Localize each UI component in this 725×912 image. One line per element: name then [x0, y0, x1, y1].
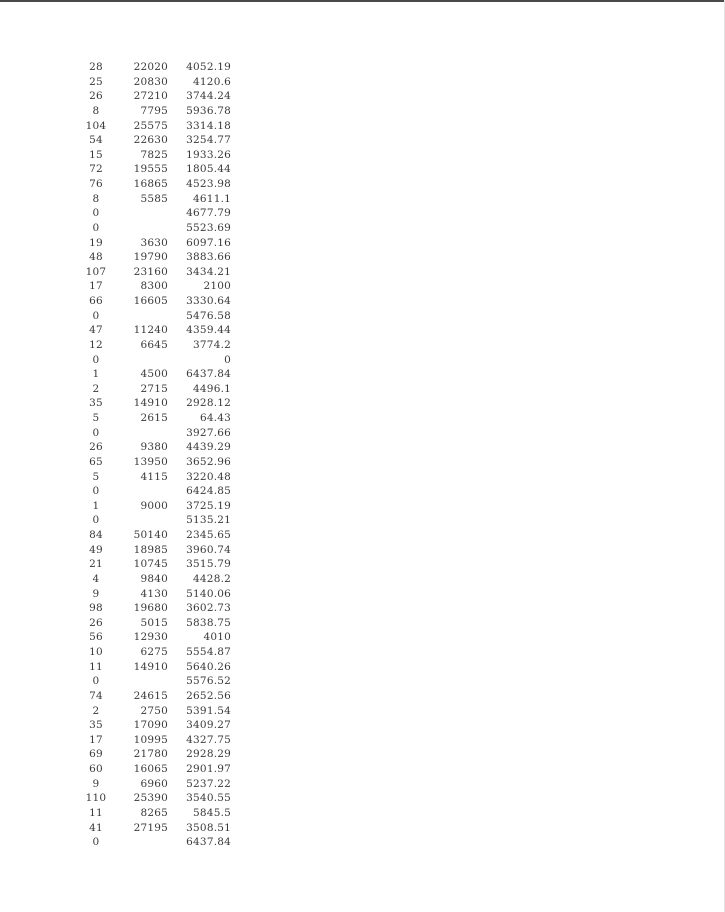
- table-row: [80, 528, 231, 543]
- count-cell: 26: [89, 441, 103, 454]
- value-cell: 2100: [203, 280, 231, 293]
- value-cell: 3774.2: [193, 338, 231, 351]
- count-cell: 104: [85, 119, 107, 132]
- count-cell: 0: [92, 221, 100, 234]
- value-cell: 4611.1: [193, 192, 231, 205]
- count-cell: 0: [92, 675, 100, 688]
- amount-cell: 17090: [133, 719, 168, 732]
- amount-cell: 3630: [140, 236, 168, 249]
- value-cell: 4428.2: [193, 572, 231, 585]
- amount-cell: 7795: [140, 104, 168, 117]
- value-cell: 3725.19: [186, 499, 231, 512]
- value-cell: 3927.66: [186, 426, 231, 439]
- count-cell: 66: [89, 295, 103, 307]
- amount-cell: 16605: [133, 295, 168, 307]
- value-cell: 5523.69: [186, 221, 231, 234]
- amount-cell: 22020: [133, 61, 168, 73]
- amount-cell: 23160: [133, 265, 168, 278]
- count-cell: 74: [89, 689, 103, 702]
- count-cell: 28: [89, 61, 103, 73]
- table-row: [80, 806, 231, 821]
- count-cell: 84: [89, 529, 103, 541]
- amount-cell: [112, 484, 168, 499]
- table-row: [80, 133, 231, 148]
- table-row: [80, 250, 231, 265]
- data-table: [80, 60, 231, 850]
- amount-cell: [112, 426, 168, 441]
- amount-cell: 10995: [133, 733, 168, 746]
- count-cell: 41: [89, 821, 103, 834]
- amount-cell: 14910: [133, 397, 168, 410]
- value-cell: 2652.56: [186, 689, 231, 702]
- count-cell: 11: [89, 806, 103, 819]
- value-cell: 4523.98: [186, 178, 231, 190]
- value-cell: 5476.58: [186, 309, 231, 322]
- value-cell: 3330.64: [186, 295, 231, 307]
- count-cell: 98: [89, 602, 103, 615]
- value-cell: 0: [224, 353, 231, 366]
- table-row: [80, 309, 231, 324]
- table-row: [80, 440, 231, 455]
- amount-cell: 16065: [133, 763, 168, 775]
- table-row: [80, 75, 231, 90]
- table-row: [80, 674, 231, 689]
- amount-cell: 2715: [140, 382, 168, 395]
- table-row: [80, 396, 231, 411]
- table-row: [80, 426, 231, 441]
- table-row: [80, 162, 231, 177]
- count-cell: 10: [89, 646, 103, 658]
- value-cell: 3409.27: [186, 719, 231, 732]
- table-row: [80, 265, 231, 280]
- amount-cell: 16865: [133, 178, 168, 190]
- count-cell: 76: [89, 178, 103, 190]
- value-cell: 3508.51: [186, 821, 231, 834]
- table-row: [80, 236, 231, 251]
- amount-cell: 12930: [133, 631, 168, 644]
- amount-cell: 27210: [133, 90, 168, 103]
- value-cell: 4327.75: [186, 733, 231, 746]
- amount-cell: 19790: [133, 251, 168, 264]
- table-row: [80, 572, 231, 587]
- value-cell: 3314.18: [186, 119, 231, 132]
- amount-cell: 20830: [133, 75, 168, 88]
- count-cell: 4: [92, 572, 100, 585]
- value-cell: 2928.12: [186, 397, 231, 410]
- amount-cell: 9840: [140, 572, 168, 585]
- amount-cell: 21780: [133, 748, 168, 761]
- amount-cell: [112, 221, 168, 236]
- table-row: [80, 601, 231, 616]
- count-cell: 8: [92, 192, 100, 205]
- count-cell: 56: [89, 631, 103, 644]
- table-row: [80, 177, 231, 192]
- table-row: [80, 104, 231, 119]
- value-cell: 5135.21: [186, 514, 231, 527]
- value-cell: 64.43: [199, 412, 231, 424]
- table-row: [80, 645, 231, 660]
- table-row: [80, 791, 231, 806]
- amount-cell: 25575: [133, 119, 168, 132]
- value-cell: 3540.55: [186, 792, 231, 805]
- count-cell: 2: [92, 704, 100, 717]
- amount-cell: 9380: [140, 441, 168, 454]
- value-cell: 3744.24: [186, 90, 231, 103]
- count-cell: 8: [92, 104, 100, 117]
- table-row: [80, 367, 231, 382]
- amount-cell: 2615: [140, 412, 168, 424]
- amount-cell: 7825: [140, 148, 168, 161]
- table-row: [80, 60, 231, 75]
- amount-cell: 13950: [133, 455, 168, 468]
- amount-cell: 9000: [140, 499, 168, 512]
- amount-cell: 50140: [133, 529, 168, 541]
- value-cell: 3883.66: [186, 251, 231, 264]
- value-cell: 2928.29: [186, 748, 231, 761]
- value-cell: 5640.26: [186, 660, 231, 673]
- amount-cell: 4500: [140, 368, 168, 381]
- count-cell: 65: [89, 455, 103, 468]
- value-cell: 5554.87: [186, 646, 231, 658]
- table-row: [80, 119, 231, 134]
- table-row: [80, 279, 231, 294]
- value-cell: 4120.6: [193, 75, 231, 88]
- top-border: [0, 0, 725, 2]
- value-cell: 4010: [203, 631, 231, 644]
- count-cell: 0: [92, 485, 100, 498]
- count-cell: 54: [89, 134, 103, 147]
- amount-cell: 14910: [133, 660, 168, 673]
- count-cell: 72: [89, 163, 103, 176]
- table-row: [80, 411, 231, 426]
- amount-cell: 4115: [140, 470, 168, 483]
- count-cell: 35: [89, 719, 103, 732]
- table-body: [80, 60, 231, 850]
- count-cell: 48: [89, 251, 103, 264]
- amount-cell: 8300: [140, 280, 168, 293]
- amount-cell: 5015: [140, 616, 168, 629]
- count-cell: 35: [89, 397, 103, 410]
- value-cell: 3220.48: [186, 470, 231, 483]
- amount-cell: [112, 206, 168, 221]
- amount-cell: 10745: [133, 558, 168, 571]
- value-cell: 4677.79: [186, 207, 231, 220]
- table-row: [80, 762, 231, 777]
- count-cell: 2: [92, 382, 100, 395]
- table-row: [80, 704, 231, 719]
- count-cell: 17: [89, 733, 103, 746]
- amount-cell: 19555: [133, 163, 168, 176]
- amount-cell: 6960: [140, 777, 168, 790]
- amount-cell: 6645: [140, 338, 168, 351]
- value-cell: 5391.54: [186, 704, 231, 717]
- count-cell: 11: [89, 660, 103, 673]
- table-row: [80, 718, 231, 733]
- count-cell: 21: [89, 558, 103, 571]
- value-cell: 3434.21: [186, 265, 231, 278]
- table-row: [80, 587, 231, 602]
- table-row: [80, 557, 231, 572]
- amount-cell: 18985: [133, 543, 168, 556]
- count-cell: 19: [89, 236, 103, 249]
- amount-cell: [112, 309, 168, 324]
- count-cell: 0: [92, 207, 100, 220]
- table-row: [80, 221, 231, 236]
- amount-cell: [112, 513, 168, 528]
- count-cell: 0: [92, 426, 100, 439]
- table-row: [80, 689, 231, 704]
- count-cell: 26: [89, 90, 103, 103]
- amount-cell: [112, 835, 168, 850]
- table-row: [80, 382, 231, 397]
- value-cell: 5140.06: [186, 587, 231, 600]
- value-cell: 5576.52: [186, 675, 231, 688]
- count-cell: 0: [92, 514, 100, 527]
- amount-cell: 19680: [133, 602, 168, 615]
- value-cell: 6097.16: [186, 236, 231, 249]
- amount-cell: 27195: [133, 821, 168, 834]
- count-cell: 25: [89, 75, 103, 88]
- value-cell: 4439.29: [186, 441, 231, 454]
- value-cell: 1805.44: [186, 163, 231, 176]
- count-cell: 107: [85, 265, 107, 278]
- amount-cell: 11240: [133, 324, 168, 337]
- count-cell: 49: [89, 543, 103, 556]
- value-cell: 6437.84: [186, 368, 231, 381]
- count-cell: 60: [89, 763, 103, 775]
- count-cell: 5: [92, 470, 100, 483]
- table-row: [80, 338, 231, 353]
- amount-cell: [112, 353, 168, 368]
- table-row: [80, 455, 231, 470]
- value-cell: 2345.65: [186, 529, 231, 541]
- count-cell: 110: [85, 792, 107, 805]
- table-row: [80, 148, 231, 163]
- amount-cell: 6275: [140, 646, 168, 658]
- table-row: [80, 747, 231, 762]
- count-cell: 9: [92, 777, 100, 790]
- count-cell: 47: [89, 324, 103, 337]
- count-cell: 69: [89, 748, 103, 761]
- table-row: [80, 630, 231, 645]
- count-cell: 26: [89, 616, 103, 629]
- value-cell: 5936.78: [186, 104, 231, 117]
- table-row: [80, 353, 231, 368]
- table-row: [80, 499, 231, 514]
- count-cell: 12: [89, 338, 103, 351]
- value-cell: 2901.97: [186, 763, 231, 775]
- table-row: [80, 821, 231, 836]
- value-cell: 5845.5: [193, 806, 231, 819]
- value-cell: 3254.77: [186, 134, 231, 147]
- value-cell: 6437.84: [186, 836, 231, 849]
- value-cell: 3602.73: [186, 602, 231, 615]
- table-row: [80, 206, 231, 221]
- table-row: [80, 660, 231, 675]
- value-cell: 6424.85: [186, 485, 231, 498]
- amount-cell: 8265: [140, 806, 168, 819]
- count-cell: 0: [92, 836, 100, 849]
- table-row: [80, 470, 231, 485]
- table-row: [80, 323, 231, 338]
- count-cell: 0: [92, 353, 100, 366]
- amount-cell: 4130: [140, 587, 168, 600]
- table-row: [80, 616, 231, 631]
- amount-cell: 5585: [140, 192, 168, 205]
- table-row: [80, 513, 231, 528]
- count-cell: 15: [89, 148, 103, 161]
- amount-cell: 24615: [133, 689, 168, 702]
- count-cell: 5: [92, 412, 100, 424]
- value-cell: 3515.79: [186, 558, 231, 571]
- amount-cell: 22630: [133, 134, 168, 147]
- table-row: [80, 484, 231, 499]
- table-row: [80, 294, 231, 309]
- count-cell: 1: [92, 499, 100, 512]
- table-row: [80, 543, 231, 558]
- table-row: [80, 777, 231, 792]
- amount-cell: 25390: [133, 792, 168, 805]
- value-cell: 4496.1: [193, 382, 231, 395]
- value-cell: 3960.74: [186, 543, 231, 556]
- count-cell: 9: [92, 587, 100, 600]
- table-row: [80, 733, 231, 748]
- value-cell: 1933.26: [186, 148, 231, 161]
- value-cell: 5237.22: [186, 777, 231, 790]
- count-cell: 17: [89, 280, 103, 293]
- table-row: [80, 89, 231, 104]
- value-cell: 5838.75: [186, 616, 231, 629]
- value-cell: 3652.96: [186, 455, 231, 468]
- table-row: [80, 192, 231, 207]
- count-cell: 1: [92, 368, 100, 381]
- table-row: [80, 835, 231, 850]
- amount-cell: [112, 674, 168, 689]
- value-cell: 4359.44: [186, 324, 231, 337]
- count-cell: 0: [92, 309, 100, 322]
- amount-cell: 2750: [140, 704, 168, 717]
- value-cell: 4052.19: [186, 61, 231, 73]
